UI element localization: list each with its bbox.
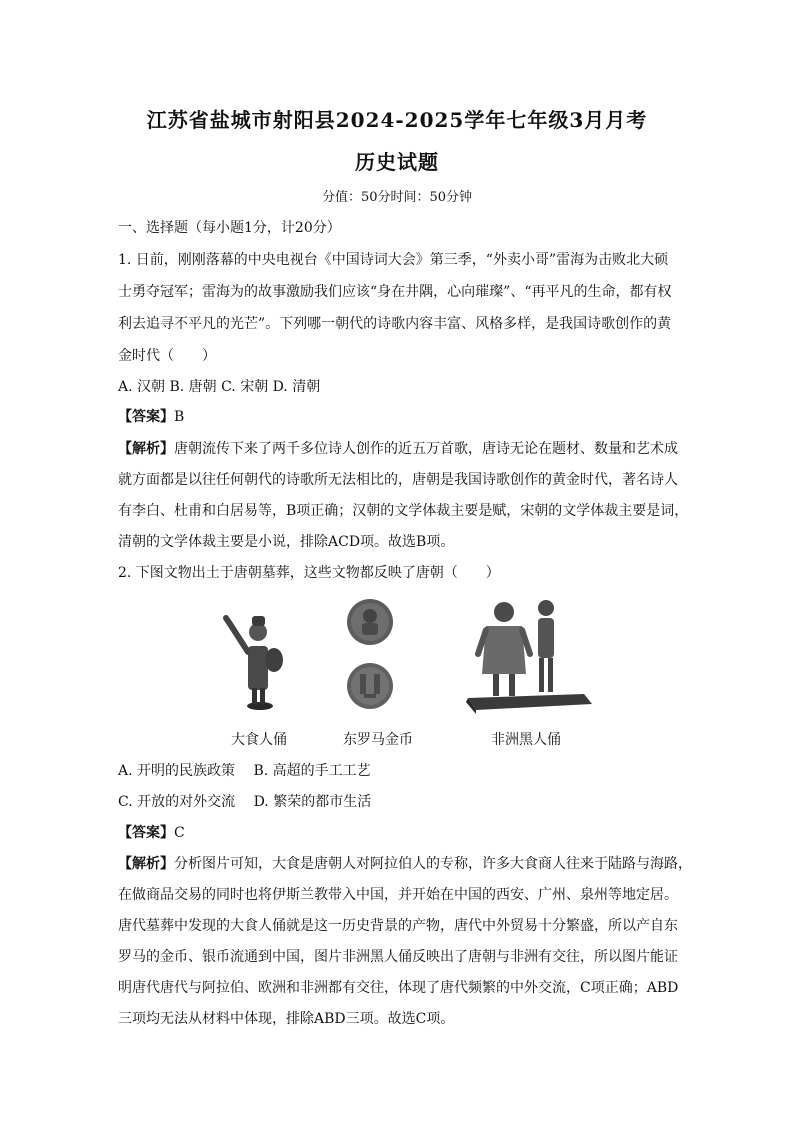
q2-analysis-line-1 — [118, 853, 692, 873]
q2-options-row-1: A. 开明的民族政策 B. 高超的手工工艺 — [118, 763, 371, 779]
tang-artifacts-figure — [200, 594, 600, 716]
q2-analysis-line-5: 明唐代唐代与阿拉伯、欧洲和非洲都有交往，体现了唐代频繁的中外交流，C项正确；ABD — [118, 980, 679, 996]
q1-stem-line-4: 金时代（ ） — [118, 348, 216, 364]
q2-analysis-line-2: 在做商品交易的同时也将伊斯兰教带入中国，并开始在中国的西安、广州、泉州等地定居。 — [118, 887, 678, 903]
q1-options: A. 汉朝 B. 唐朝 C. 宋朝 D. 清朝 — [118, 379, 321, 395]
section-heading: 一、选择题（每小题1分，计20分） — [118, 220, 341, 236]
q2-analysis-line-3: 唐代墓葬中发现的大食人俑就是这一历史背景的产物，唐代中外贸易十分繁盛，所以产自东 — [118, 918, 678, 934]
q1-stem-line-2: 士勇夺冠军；雷海为的故事激励我们应该“身在井隅，心向璀璨”、“再平凡的生命，都有权 — [118, 284, 672, 300]
analysis-label: 【解析】 — [118, 441, 174, 457]
q2-answer — [118, 822, 185, 842]
answer-label: 【答案】 — [118, 825, 174, 841]
q1-analysis-line-1 — [118, 438, 678, 458]
answer-value: B — [174, 409, 185, 425]
q1-analysis-line-3: 有李白、杜甫和白居易等，B项正确；汉朝的文学体裁主要是赋，宋朝的文学体裁主要是词， — [118, 503, 689, 519]
q2-analysis-line-6: 三项均无法从材料中体现，排除ABD三项。故选C项。 — [118, 1011, 455, 1027]
q2-options-row-2: C. 开放的对外交流 D. 繁荣的都市生活 — [118, 794, 372, 810]
exam-title: 江苏省盐城市射阳县2024-2025学年七年级3月月考 — [146, 108, 648, 132]
q1-stem-line-1: 1. 日前，刚刚落幕的中央电视台《中国诗词大会》第三季，“外卖小哥”雷海为击败北大硕 — [118, 252, 669, 268]
analysis-label: 【解析】 — [118, 856, 174, 872]
q1-answer — [118, 406, 184, 426]
answer-label: 【答案】 — [118, 409, 174, 425]
q1-analysis-line-2: 就方面都是以往任何朝代的诗歌所无法相比的，唐朝是我国诗歌创作的黄金时代，著名诗人 — [118, 472, 678, 488]
answer-value: C — [174, 825, 185, 841]
q1-analysis-line-4: 清朝的文学体裁主要是小说，排除ACD项。故选B项。 — [118, 534, 455, 550]
score-time-info: 分值：50分时间：50分钟 — [321, 190, 473, 205]
analysis-text: 唐朝流传下来了两千多位诗人创作的近五万首歌，唐诗无论在题材、数量和艺术成 — [174, 441, 678, 457]
caption-byzantine-coin: 东罗马金币 — [343, 732, 413, 748]
q2-stem: 2. 下图文物出土于唐朝墓葬，这些文物都反映了唐朝（ ） — [118, 565, 500, 581]
exam-subtitle: 历史试题 — [355, 150, 439, 174]
q1-stem-line-3: 利去追寻不平凡的光芒”。下列哪一朝代的诗歌内容丰富、风格多样，是我国诗歌创作的黄 — [118, 316, 672, 332]
q2-analysis-line-4: 罗马的金币、银币流通到中国，图片非洲黑人俑反映出了唐朝与非洲有交往，所以图片能证 — [118, 949, 678, 965]
caption-dashi-figurine: 大食人俑 — [231, 732, 287, 748]
african-figurines-image — [466, 600, 592, 714]
dashi-figurine-image — [226, 616, 283, 710]
byzantine-coin-image — [347, 599, 393, 709]
caption-african-figurines: 非洲黑人俑 — [491, 732, 561, 748]
analysis-text: 分析图片可知，大食是唐朝人对阿拉伯人的专称，许多大食商人往来于陆路与海路， — [174, 856, 692, 872]
